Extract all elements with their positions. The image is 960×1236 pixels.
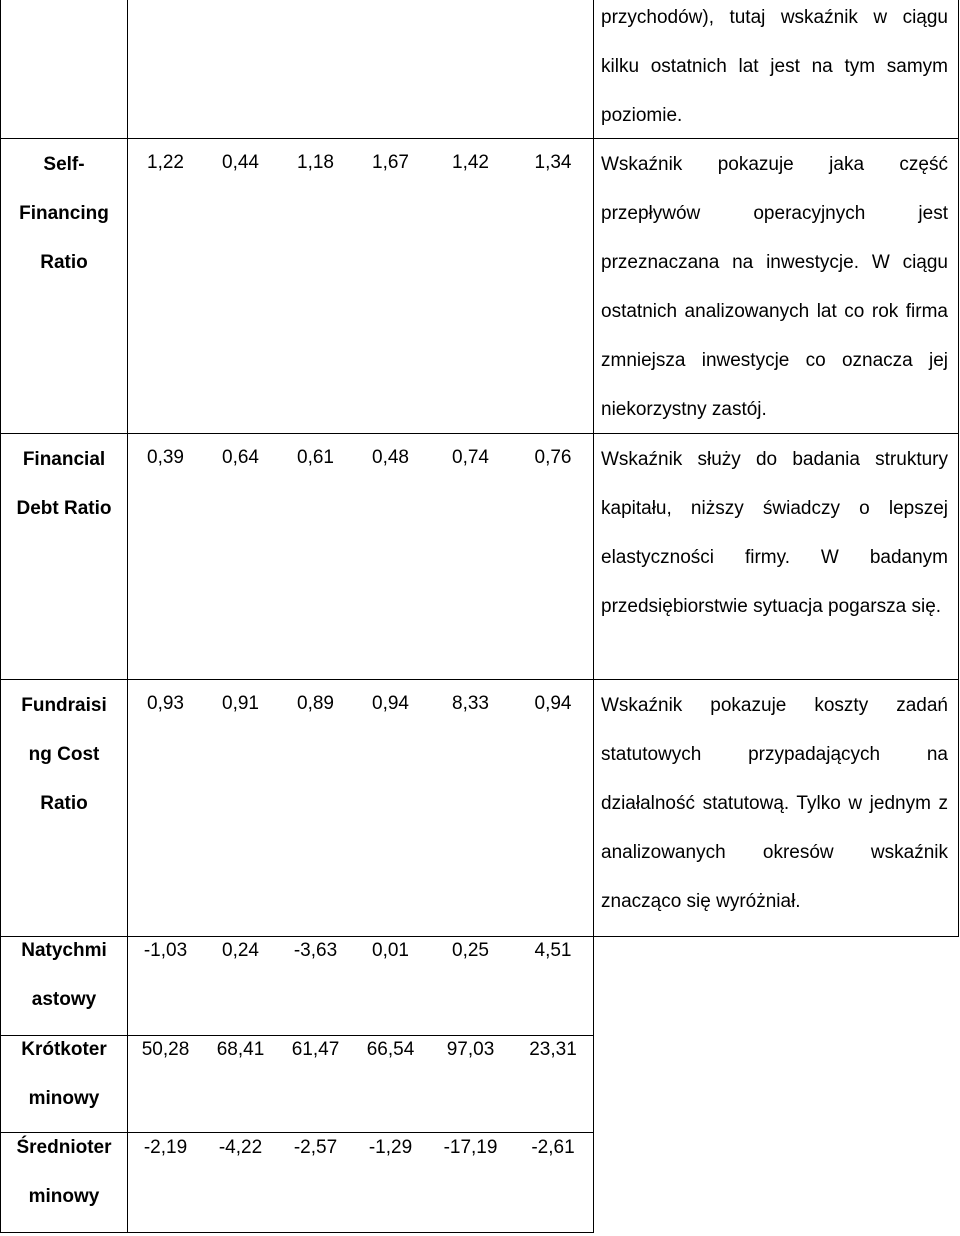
value-cell: 61,47 [291, 1039, 340, 1060]
label-cell [0, 0, 128, 139]
value-cell: 1,18 [297, 152, 334, 173]
value-cell: 66,54 [366, 1039, 415, 1060]
ratio-description: przychodów), tutaj wskaźnik w ciągu kilku ostatnich lat jest na tym samym poziomie. [601, 7, 948, 126]
ratio-name: Średnioter minowy [16, 1137, 112, 1207]
value-cell: -2,57 [293, 1137, 338, 1158]
value-cell: -3,63 [293, 940, 338, 961]
ratio-description: Wskaźnik służy do badania struktury kapitału, niższy świadczy o lepszej elastyczności firmy. W badanym przedsiębiorstwie sytuacja pogarsza się. [601, 449, 948, 617]
value-cell: 0,93 [147, 693, 184, 714]
value-cell: -1,03 [143, 940, 188, 961]
value-cell: 50,28 [141, 1039, 190, 1060]
value-cell: 0,44 [222, 152, 259, 173]
value-cell: 0,74 [452, 447, 489, 468]
value-cell: 97,03 [446, 1039, 495, 1060]
value-cell: 1,22 [147, 152, 184, 173]
ratio-name: Fundraisi ng Cost Ratio [21, 695, 107, 814]
value-cell: -4,22 [218, 1137, 263, 1158]
value-cell: 0,01 [372, 940, 409, 961]
value-cell: 4,51 [534, 940, 572, 961]
value-cell: 0,64 [222, 447, 259, 468]
value-cell: -2,19 [143, 1137, 188, 1158]
value-cell: 0,91 [222, 693, 259, 714]
value-cell: 0,94 [534, 693, 572, 714]
value-cell: 0,89 [297, 693, 334, 714]
value-cell: 8,33 [452, 693, 489, 714]
value-cell: 1,67 [372, 152, 409, 173]
ratio-name: Self-Financing Ratio [19, 154, 109, 273]
values-cell [127, 0, 594, 139]
value-cell: 0,39 [147, 447, 184, 468]
value-cell: 0,61 [297, 447, 334, 468]
ratio-name: Krótkoter minowy [21, 1039, 107, 1109]
ratio-description: Wskaźnik pokazuje koszty zadań statutowych przypadających na działalność statutową. Tylko w jednym z analizowanych okresów wskaźnik znacząco się wyróżniał. [601, 695, 948, 912]
value-cell: 23,31 [529, 1039, 577, 1060]
value-cell: -17,19 [443, 1137, 498, 1158]
ratio-description: Wskaźnik pokazuje jaka część przepływów operacyjnych jest przeznaczana na inwestycje. W ciągu ostatnich analizowanych lat co rok firma zmniejsza inwestycje co oznacza jej niekorzystny zastój. [601, 154, 948, 420]
value-cell: 0,24 [222, 940, 259, 961]
value-cell: 0,48 [372, 447, 409, 468]
value-cell: 1,42 [452, 152, 489, 173]
value-cell: -1,29 [368, 1137, 413, 1158]
value-cell: 1,34 [534, 152, 572, 173]
ratio-name: Natychmi astowy [21, 940, 107, 1010]
value-cell: 0,94 [372, 693, 409, 714]
value-cell: 0,25 [452, 940, 489, 961]
value-cell: -2,61 [531, 1137, 575, 1158]
value-cell: 68,41 [216, 1039, 265, 1060]
value-cell: 0,76 [534, 447, 572, 468]
ratio-name: Financial Debt Ratio [16, 449, 112, 519]
